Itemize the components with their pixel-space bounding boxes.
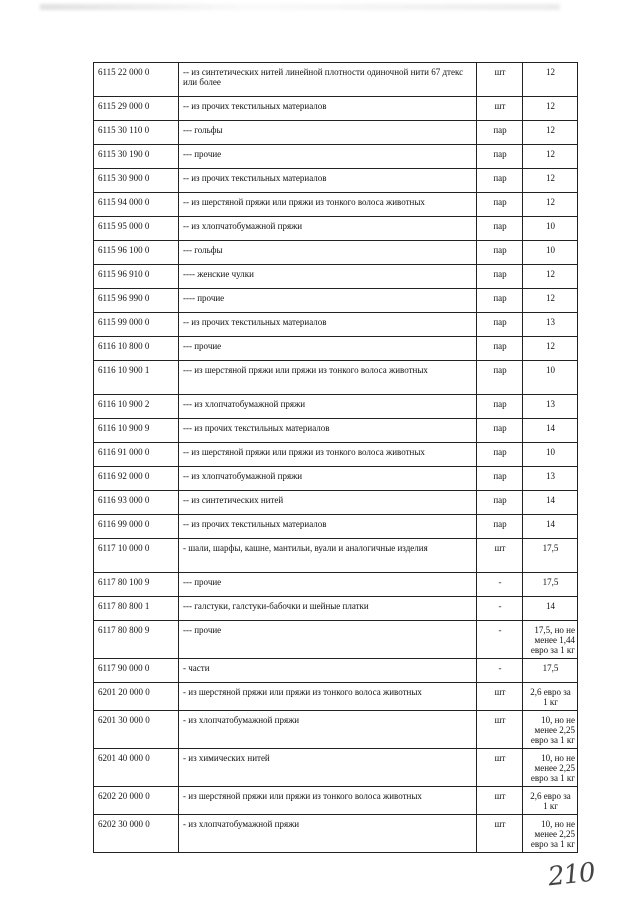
table-row: [94, 539, 578, 573]
code-cell: 6116 10 900 2: [94, 395, 179, 419]
code-cell: 6116 93 000 0: [94, 491, 179, 515]
table-row: [94, 443, 578, 467]
code-cell: 6201 40 000 0: [94, 749, 179, 787]
description-cell: -- из шерстяной пряжи или пряжи из тонкого волоса животных: [179, 193, 477, 217]
rate-cell: 12: [523, 121, 578, 145]
tariff-table: [93, 62, 578, 853]
description-cell: - шали, шарфы, кашне, мантильи, вуали и аналогичные изделия: [179, 539, 477, 573]
description-cell: --- гольфы: [179, 121, 477, 145]
rate-cell: 12: [523, 265, 578, 289]
code-cell: 6117 80 100 9: [94, 573, 179, 597]
code-cell: 6115 30 110 0: [94, 121, 179, 145]
code-cell: 6115 96 100 0: [94, 241, 179, 265]
rate-cell: 14: [523, 515, 578, 539]
code-cell: 6115 30 900 0: [94, 169, 179, 193]
table-row: [94, 787, 578, 815]
description-cell: ---- прочие: [179, 289, 477, 313]
unit-cell: пар: [477, 515, 523, 539]
unit-cell: пар: [477, 491, 523, 515]
unit-cell: шт: [477, 63, 523, 97]
scan-artifact: [40, 4, 560, 10]
code-cell: 6115 96 990 0: [94, 289, 179, 313]
code-cell: 6201 30 000 0: [94, 711, 179, 749]
rate-cell: 12: [523, 145, 578, 169]
description-cell: - из хлопчатобумажной пряжи: [179, 711, 477, 749]
table-row: [94, 573, 578, 597]
table-row: [94, 289, 578, 313]
rate-cell: 10, но не менее 2,25 евро за 1 кг: [523, 711, 578, 749]
unit-cell: -: [477, 621, 523, 659]
description-cell: - из шерстяной пряжи или пряжи из тонкого волоса животных: [179, 683, 477, 711]
code-cell: 6116 99 000 0: [94, 515, 179, 539]
code-cell: 6117 10 000 0: [94, 539, 179, 573]
code-cell: 6116 92 000 0: [94, 467, 179, 491]
unit-cell: -: [477, 573, 523, 597]
code-cell: 6117 80 800 1: [94, 597, 179, 621]
rate-cell: 17,5: [523, 659, 578, 683]
table-row: [94, 395, 578, 419]
table-row: [94, 711, 578, 749]
description-cell: -- из хлопчатобумажной пряжи: [179, 217, 477, 241]
table-row: [94, 467, 578, 491]
unit-cell: пар: [477, 419, 523, 443]
unit-cell: -: [477, 659, 523, 683]
description-cell: -- из синтетических нитей: [179, 491, 477, 515]
code-cell: 6117 80 800 9: [94, 621, 179, 659]
rate-cell: 13: [523, 313, 578, 337]
code-cell: 6117 90 000 0: [94, 659, 179, 683]
code-cell: 6116 10 800 0: [94, 337, 179, 361]
description-cell: -- из хлопчатобумажной пряжи: [179, 467, 477, 491]
code-cell: 6115 22 000 0: [94, 63, 179, 97]
description-cell: --- прочие: [179, 573, 477, 597]
description-cell: - из химических нитей: [179, 749, 477, 787]
table-row: [94, 621, 578, 659]
rate-cell: 12: [523, 193, 578, 217]
rate-cell: 12: [523, 337, 578, 361]
page-number: 210: [546, 857, 597, 893]
unit-cell: шт: [477, 749, 523, 787]
unit-cell: шт: [477, 711, 523, 749]
description-cell: --- гольфы: [179, 241, 477, 265]
tariff-table-body: [94, 63, 578, 853]
unit-cell: пар: [477, 467, 523, 491]
unit-cell: пар: [477, 145, 523, 169]
table-row: [94, 515, 578, 539]
table-row: [94, 491, 578, 515]
unit-cell: шт: [477, 815, 523, 853]
description-cell: --- из прочих текстильных материалов: [179, 419, 477, 443]
table-row: [94, 659, 578, 683]
code-cell: 6116 91 000 0: [94, 443, 179, 467]
rate-cell: 13: [523, 467, 578, 491]
description-cell: --- из хлопчатобумажной пряжи: [179, 395, 477, 419]
table-row: [94, 749, 578, 787]
table-row: [94, 145, 578, 169]
description-cell: -- из шерстяной пряжи или пряжи из тонкого волоса животных: [179, 443, 477, 467]
description-cell: -- из прочих текстильных материалов: [179, 169, 477, 193]
description-cell: - из хлопчатобумажной пряжи: [179, 815, 477, 853]
rate-cell: 10: [523, 361, 578, 395]
unit-cell: шт: [477, 787, 523, 815]
unit-cell: пар: [477, 169, 523, 193]
description-cell: - из шерстяной пряжи или пряжи из тонкого волоса животных: [179, 787, 477, 815]
unit-cell: пар: [477, 217, 523, 241]
unit-cell: пар: [477, 241, 523, 265]
description-cell: ---- женские чулки: [179, 265, 477, 289]
unit-cell: пар: [477, 265, 523, 289]
rate-cell: 14: [523, 419, 578, 443]
description-cell: -- из прочих текстильных материалов: [179, 97, 477, 121]
description-cell: --- прочие: [179, 337, 477, 361]
rate-cell: 17,5, но не менее 1,44 евро за 1 кг: [523, 621, 578, 659]
description-cell: --- галстуки, галстуки-бабочки и шейные платки: [179, 597, 477, 621]
table-row: [94, 193, 578, 217]
table-row: [94, 361, 578, 395]
unit-cell: пар: [477, 193, 523, 217]
description-cell: -- из синтетических нитей линейной плотности одиночной нити 67 дтекс или более: [179, 63, 477, 97]
code-cell: 6115 99 000 0: [94, 313, 179, 337]
rate-cell: 12: [523, 289, 578, 313]
description-cell: --- из шерстяной пряжи или пряжи из тонкого волоса животных: [179, 361, 477, 395]
description-cell: -- из прочих текстильных материалов: [179, 515, 477, 539]
code-cell: 6116 10 900 1: [94, 361, 179, 395]
table-row: [94, 63, 578, 97]
description-cell: --- прочие: [179, 621, 477, 659]
rate-cell: 10: [523, 217, 578, 241]
table-row: [94, 683, 578, 711]
table-row: [94, 313, 578, 337]
unit-cell: шт: [477, 539, 523, 573]
unit-cell: пар: [477, 121, 523, 145]
rate-cell: 12: [523, 97, 578, 121]
unit-cell: пар: [477, 443, 523, 467]
code-cell: 6201 20 000 0: [94, 683, 179, 711]
code-cell: 6115 95 000 0: [94, 217, 179, 241]
rate-cell: 12: [523, 63, 578, 97]
description-cell: - части: [179, 659, 477, 683]
description-cell: -- из прочих текстильных материалов: [179, 313, 477, 337]
rate-cell: 14: [523, 597, 578, 621]
table-row: [94, 815, 578, 853]
rate-cell: 2,6 евро за 1 кг: [523, 683, 578, 711]
table-row: [94, 265, 578, 289]
code-cell: 6115 94 000 0: [94, 193, 179, 217]
table-row: [94, 241, 578, 265]
code-cell: 6202 30 000 0: [94, 815, 179, 853]
unit-cell: пар: [477, 313, 523, 337]
rate-cell: 10: [523, 443, 578, 467]
unit-cell: пар: [477, 337, 523, 361]
code-cell: 6115 30 190 0: [94, 145, 179, 169]
unit-cell: шт: [477, 683, 523, 711]
code-cell: 6116 10 900 9: [94, 419, 179, 443]
table-row: [94, 169, 578, 193]
rate-cell: 10: [523, 241, 578, 265]
table-row: [94, 419, 578, 443]
table-row: [94, 121, 578, 145]
rate-cell: 2,6 евро за 1 кг: [523, 787, 578, 815]
rate-cell: 10, но не менее 2,25 евро за 1 кг: [523, 749, 578, 787]
code-cell: 6202 20 000 0: [94, 787, 179, 815]
rate-cell: 10, но не менее 2,25 евро за 1 кг: [523, 815, 578, 853]
unit-cell: пар: [477, 361, 523, 395]
rate-cell: 12: [523, 169, 578, 193]
description-cell: --- прочие: [179, 145, 477, 169]
rate-cell: 13: [523, 395, 578, 419]
rate-cell: 17,5: [523, 573, 578, 597]
code-cell: 6115 29 000 0: [94, 97, 179, 121]
code-cell: 6115 96 910 0: [94, 265, 179, 289]
unit-cell: пар: [477, 289, 523, 313]
table-row: [94, 337, 578, 361]
unit-cell: -: [477, 597, 523, 621]
table-row: [94, 597, 578, 621]
unit-cell: пар: [477, 395, 523, 419]
table-row: [94, 97, 578, 121]
rate-cell: 14: [523, 491, 578, 515]
rate-cell: 17,5: [523, 539, 578, 573]
unit-cell: шт: [477, 97, 523, 121]
table-row: [94, 217, 578, 241]
